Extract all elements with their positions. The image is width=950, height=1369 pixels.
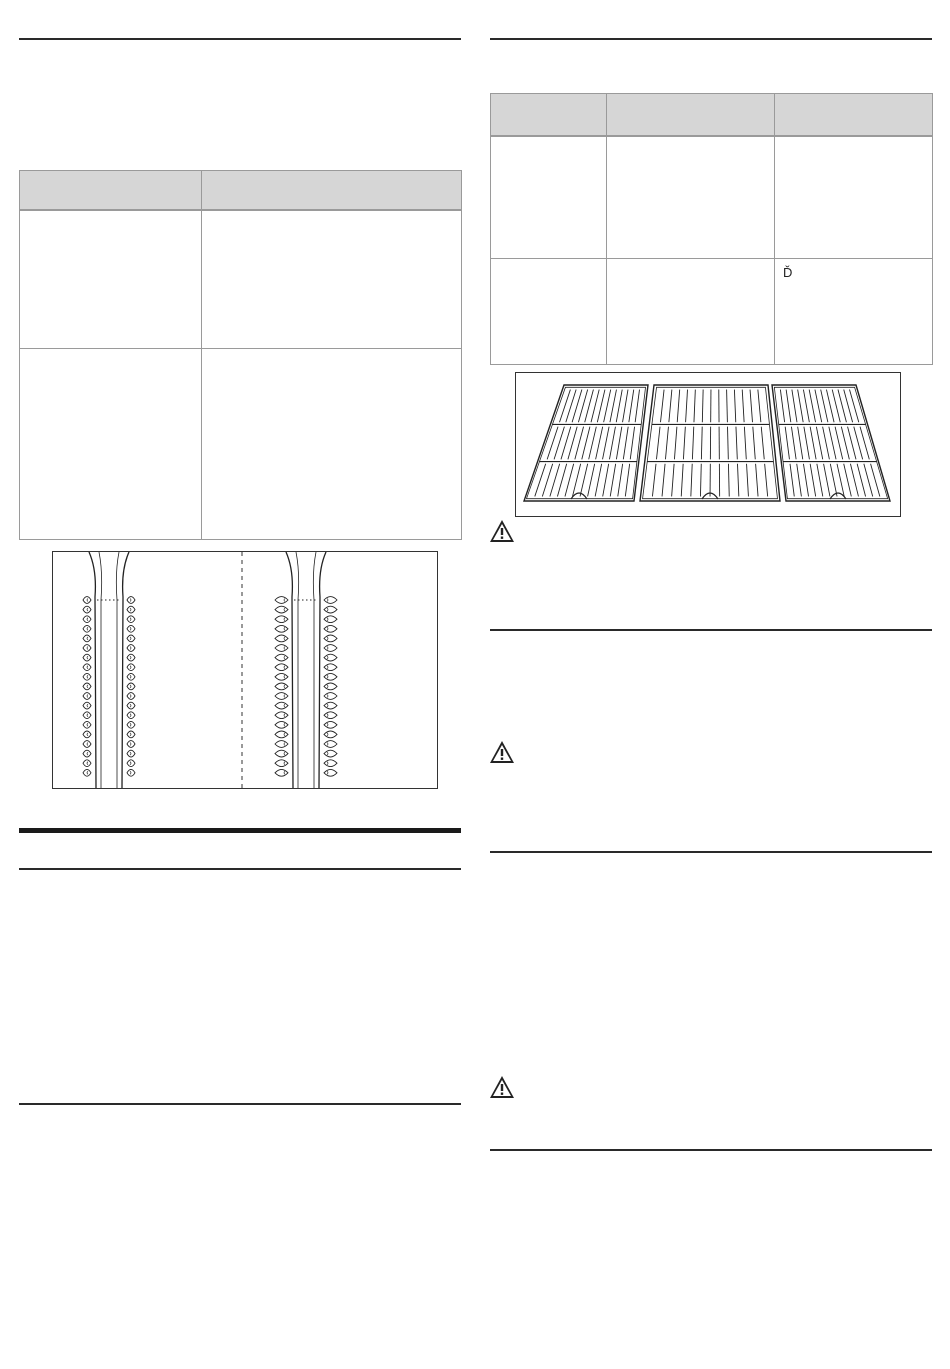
warning-triangle-icon bbox=[489, 740, 515, 764]
right-table bbox=[490, 93, 933, 365]
burner-port bbox=[275, 712, 288, 719]
section-rule-right-2 bbox=[490, 629, 932, 631]
burner-port bbox=[275, 635, 288, 642]
burner-port bbox=[275, 769, 288, 776]
grate bbox=[772, 385, 890, 501]
burner-port bbox=[324, 654, 337, 661]
burner-port bbox=[324, 769, 337, 776]
burner-port bbox=[275, 741, 288, 748]
left-table-cell bbox=[20, 210, 202, 349]
burner-port bbox=[275, 673, 288, 680]
right-table-cell: Ď bbox=[775, 259, 933, 365]
burner-port bbox=[275, 597, 288, 604]
burner-port bbox=[324, 635, 337, 642]
burner-port bbox=[275, 760, 288, 767]
burner-port bbox=[275, 693, 288, 700]
left-table-cell bbox=[20, 349, 202, 540]
right-table-cell bbox=[491, 259, 607, 365]
burner-port bbox=[324, 702, 337, 709]
burner-port bbox=[324, 721, 337, 728]
burner-diagram bbox=[52, 551, 438, 789]
grate bbox=[524, 385, 648, 501]
right-table-header bbox=[491, 94, 607, 136]
cooking-grates-diagram bbox=[515, 372, 901, 517]
warning-triangle-icon bbox=[489, 1075, 515, 1099]
section-rule-right-top bbox=[490, 38, 932, 40]
right-table-cell bbox=[775, 136, 933, 259]
burner-port bbox=[324, 597, 337, 604]
section-rule-left-bottom bbox=[19, 1103, 461, 1105]
warning-triangle-icon bbox=[489, 519, 515, 543]
burner-port bbox=[324, 645, 337, 652]
burner-port bbox=[275, 750, 288, 757]
burner-tube bbox=[83, 552, 135, 788]
burner-port bbox=[275, 654, 288, 661]
burner-port bbox=[324, 760, 337, 767]
burner-port bbox=[275, 645, 288, 652]
burner-port bbox=[275, 683, 288, 690]
burner-port bbox=[275, 731, 288, 738]
burner-port bbox=[324, 606, 337, 613]
section-rule-thick bbox=[19, 828, 461, 833]
burner-port bbox=[275, 664, 288, 671]
left-table-cell bbox=[202, 210, 462, 349]
burner-port bbox=[275, 721, 288, 728]
right-table-header bbox=[775, 94, 933, 136]
right-table-cell bbox=[491, 136, 607, 259]
right-table-cell bbox=[607, 136, 775, 259]
burner-tube bbox=[275, 552, 337, 788]
burner-port bbox=[324, 741, 337, 748]
burner-port bbox=[275, 625, 288, 632]
burner-port bbox=[324, 664, 337, 671]
burner-port bbox=[324, 731, 337, 738]
burner-port bbox=[324, 750, 337, 757]
left-table-cell bbox=[202, 349, 462, 540]
burner-port bbox=[324, 673, 337, 680]
section-rule-left-mid bbox=[19, 868, 461, 870]
burner-port bbox=[324, 616, 337, 623]
burner-port bbox=[324, 712, 337, 719]
section-rule-right-3 bbox=[490, 851, 932, 853]
left-table-header bbox=[202, 171, 462, 210]
section-rule-left-top bbox=[19, 38, 461, 40]
section-rule-right-4 bbox=[490, 1149, 932, 1151]
burner-port bbox=[275, 616, 288, 623]
left-table bbox=[19, 170, 462, 540]
right-table-cell bbox=[607, 259, 775, 365]
burner-port bbox=[324, 683, 337, 690]
burner-port bbox=[275, 702, 288, 709]
grate bbox=[640, 385, 780, 501]
right-table-header bbox=[607, 94, 775, 136]
burner-port bbox=[275, 606, 288, 613]
burner-port bbox=[324, 693, 337, 700]
burner-port bbox=[324, 625, 337, 632]
left-table-header bbox=[20, 171, 202, 210]
